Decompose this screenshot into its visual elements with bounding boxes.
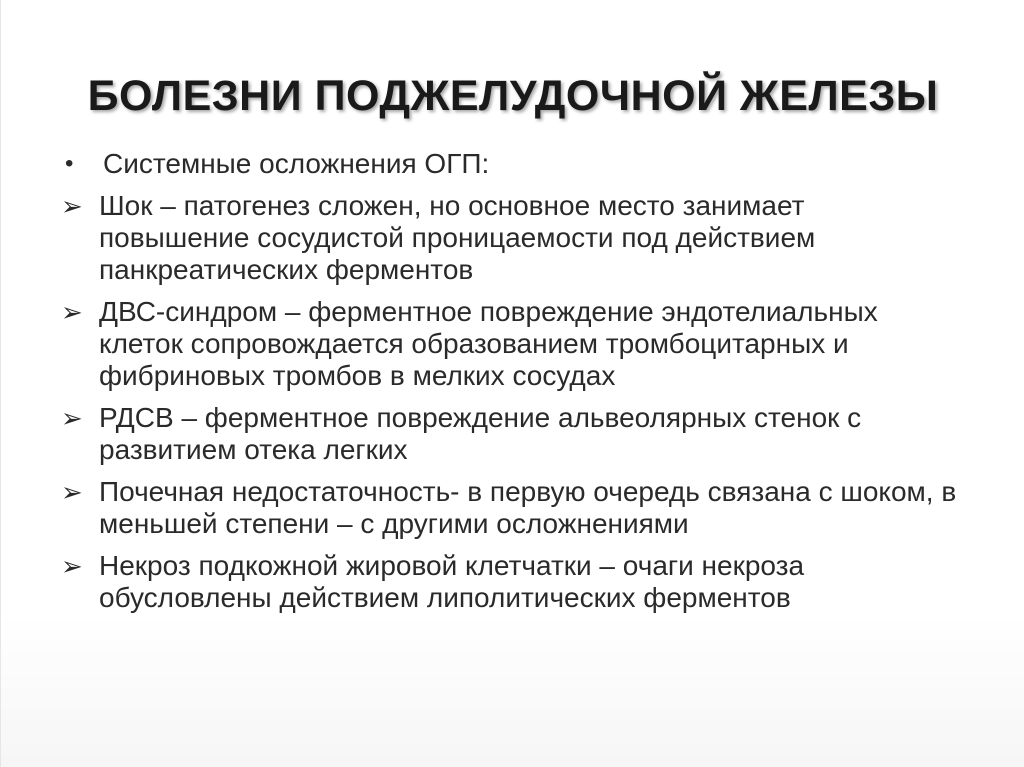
list-item-text: РДСВ – ферментное повреждение альвеолярных стенок с развитием отека легких: [99, 402, 862, 465]
list-item-text: Некроз подкожной жировой клетчатки – очаги некроза обусловлены действием липолитических ферментов: [99, 550, 805, 613]
list-item: [61, 550, 961, 614]
list-item: [61, 402, 961, 466]
bullet-list: [61, 148, 961, 614]
list-item-text: Шок – патогенез сложен, но основное место занимает повышение сосудистой проницаемости под действием панкреатических ферментов: [99, 190, 816, 285]
list-item-text: ДВС-синдром – ферментное повреждение эндотелиальных клеток сопровождается образованием тромбоцитарных и фибриновых тромбов в мелких сосудах: [99, 296, 878, 391]
slide-title: БОЛЕЗНИ ПОДЖЕЛУДОЧНОЙ ЖЕЛЕЗЫ: [87, 72, 939, 120]
list-item: [61, 476, 961, 540]
arrow-bullet-icon: ➢: [61, 297, 83, 327]
arrow-bullet-icon: ➢: [61, 477, 83, 507]
arrow-bullet-icon: ➢: [61, 403, 83, 433]
list-item-text: Почечная недостаточность- в первую очередь связана с шоком, в меньшей степени – с другими осложнениями: [99, 476, 957, 539]
list-item: [61, 148, 961, 180]
list-item: [61, 190, 961, 286]
arrow-bullet-icon: ➢: [61, 191, 83, 221]
list-item-text: Системные осложнения ОГП:: [103, 148, 490, 179]
bullet-icon: •: [65, 150, 74, 177]
arrow-bullet-icon: ➢: [61, 551, 83, 581]
list-item: [61, 296, 961, 392]
